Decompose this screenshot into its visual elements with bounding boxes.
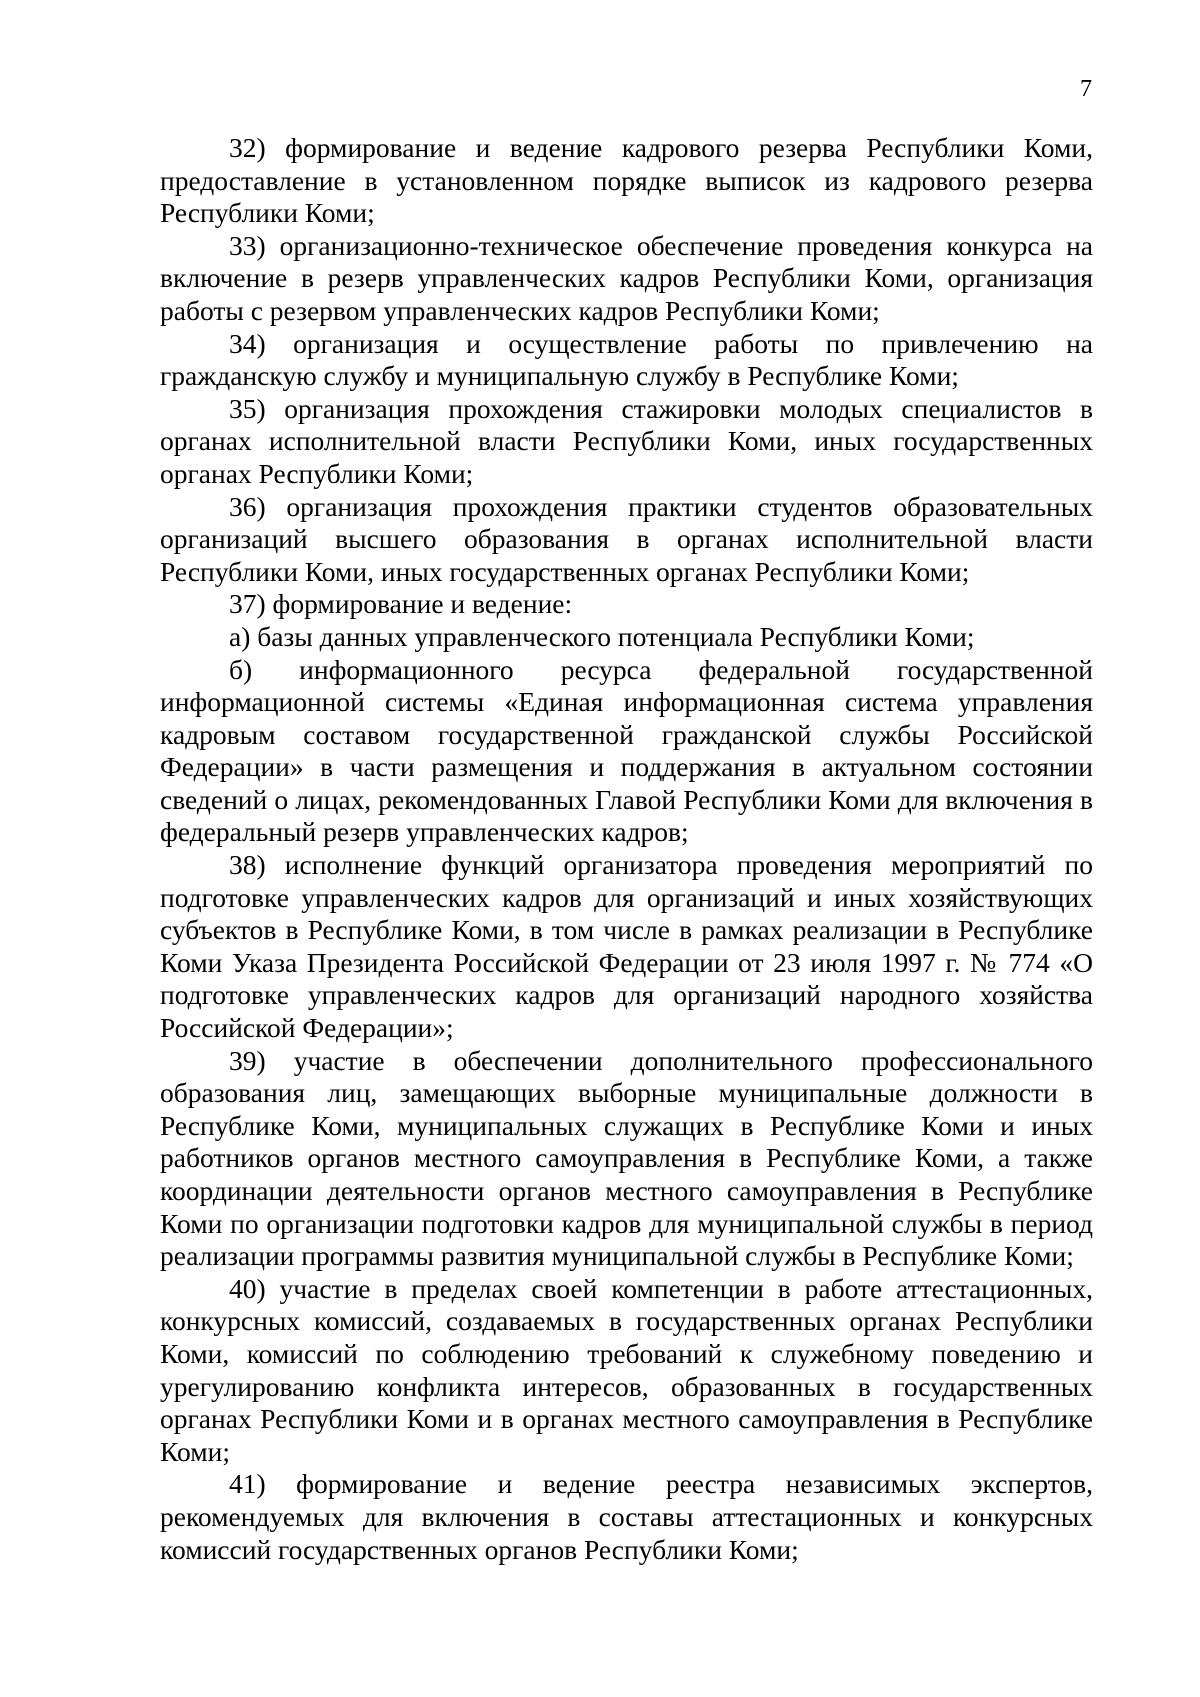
paragraph-item-36: 36) организация прохождения практики студентов образовательных организаций высшего образования в органах исполнительной власти Республики Коми, иных государственных органах Республики Коми; <box>160 490 1093 587</box>
paragraph-item-39: 39) участие в обеспечении дополнительного профессионального образования лиц, замещающих выборные муниципальные должности в Республике Коми, муниципальных служащих в Республике Коми и иных работников органов местного самоуправления в Республике Коми, а также координации деятельности органов местного самоуправления в Республике Коми по организации подготовки кадров для муниципальной службы в период реализации программы развития муниципальной службы в Республике Коми; <box>160 1044 1093 1272</box>
paragraph-item-40: 40) участие в пределах своей компетенции в работе аттестационных, конкурсных комиссий, создаваемых в государственных органах Республики Коми, комиссий по соблюдению требований к служебному поведению и урегулированию конфликта интересов, образованных в государственных органах Республики Коми и в органах местного самоуправления в Республике Коми; <box>160 1272 1093 1467</box>
paragraph-item-32: 32) формирование и ведение кадрового резерва Республики Коми, предоставление в установленном порядке выписок из кадрового резерва Республики Коми; <box>160 132 1093 229</box>
page-number: 7 <box>1080 76 1092 102</box>
paragraph-item-33: 33) организационно-техническое обеспечение проведения конкурса на включение в резерв управленческих кадров Республики Коми, организация работы с резервом управленческих кадров Республики Коми; <box>160 229 1093 326</box>
paragraph-item-41: 41) формирование и ведение реестра независимых экспертов, рекомендуемых для включения в составы аттестационных и конкурсных комиссий государственных органов Республики Коми; <box>160 1468 1093 1565</box>
paragraph-item-37-a: а) базы данных управленческого потенциала Республики Коми; <box>229 620 975 652</box>
document-body <box>160 132 1093 1566</box>
paragraph-item-37: 37) формирование и ведение: <box>229 588 573 620</box>
paragraph-item-34: 34) организация и осуществление работы по привлечению на гражданскую службу и муниципальную службу в Республике Коми; <box>160 327 1093 392</box>
paragraph-item-37-b: б) информационного ресурса федеральной государственной информационной системы «Единая информационная система управления кадровым составом государственной гражданской службы Российской Федерации» в части размещения и поддержания в актуальном состоянии сведений о лицах, рекомендованных Главой Республики Коми для включения в федеральный резерв управленческих кадров; <box>160 653 1093 848</box>
paragraph-item-38: 38) исполнение функций организатора проведения мероприятий по подготовке управленческих кадров для организаций и иных хозяйствующих субъектов в Республике Коми, в том числе в рамках реализации в Республике Коми Указа Президента Российской Федерации от 23 июля 1997 г. № 774 «О подготовке управленческих кадров для организаций народного хозяйства Российской Федерации»; <box>160 849 1093 1044</box>
paragraph-item-35: 35) организация прохождения стажировки молодых специалистов в органах исполнительной власти Республики Коми, иных государственных органах Республики Коми; <box>160 392 1093 489</box>
